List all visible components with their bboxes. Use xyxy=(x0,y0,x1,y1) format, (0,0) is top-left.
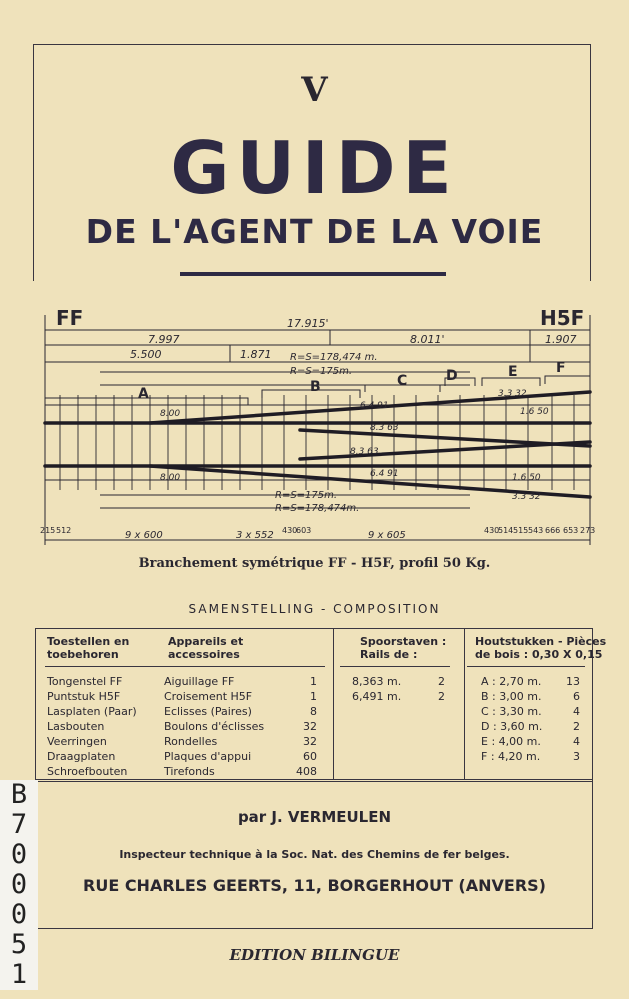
wood-qty-column xyxy=(555,674,580,764)
wood-label: A : 2,70 m. xyxy=(481,675,542,688)
rail-length: 8,363 m. xyxy=(352,675,402,688)
dim-bottom: 543 xyxy=(528,526,544,535)
dim-bottom: 9 x 605 xyxy=(368,530,406,541)
wood-label-column xyxy=(481,674,542,764)
radius-label: R=S=178,474 m. xyxy=(290,352,378,363)
dim-bottom: 273 xyxy=(580,526,596,535)
item-nl: Tongenstel FF xyxy=(47,675,123,688)
library-code-char: 0 xyxy=(10,839,28,870)
wood-label: E : 4,00 m. xyxy=(481,735,541,748)
item-nl: Schroefbouten xyxy=(47,765,128,778)
col-header-fr xyxy=(168,635,243,661)
library-code-char: 0 xyxy=(10,869,28,900)
item-qty: 1 xyxy=(310,690,317,703)
item-fr: Eclisses (Paires) xyxy=(164,705,252,718)
header-line: Spoorstaven : xyxy=(360,635,447,648)
header-line: Rails de : xyxy=(360,648,418,661)
dim-5500: 5.500 xyxy=(130,348,162,361)
author-role: Inspecteur technique à la Soc. Nat. des Chemins de fer belges. xyxy=(119,848,510,861)
wood-qty: 2 xyxy=(573,720,580,733)
zone-label: A xyxy=(138,386,149,402)
wood-qty: 6 xyxy=(573,690,580,703)
radius-label: R=S=178,474m. xyxy=(275,503,360,514)
item-qty: 1 xyxy=(310,675,317,688)
header-rule xyxy=(467,666,585,667)
radius-label: R=S=175m. xyxy=(290,366,353,377)
item-nl: Lasplaten (Paar) xyxy=(47,705,137,718)
col-header-rails xyxy=(360,635,446,661)
dim-total: 17.915' xyxy=(287,317,329,330)
zone-label: D xyxy=(446,368,458,384)
diagram-caption: Branchement symétrique FF - H5F, profil 50 Kg. xyxy=(138,556,491,571)
dim-left: 7.997 xyxy=(148,333,180,346)
header-line: Toestellen en xyxy=(47,635,130,648)
page-title: GUIDE xyxy=(170,126,459,210)
header-line: Appareils et xyxy=(168,635,244,648)
dim-bottom: 603 xyxy=(296,526,312,535)
item-fr: Boulons d'éclisses xyxy=(164,720,265,733)
header-rule xyxy=(45,666,325,667)
dim-bottom: 515 xyxy=(513,526,529,535)
rails-qty-column xyxy=(420,674,445,704)
composition-title: SAMENSTELLING - COMPOSITION xyxy=(188,602,441,616)
dim-bottom: 430 xyxy=(282,526,298,535)
rail-label: 8.00 xyxy=(160,473,181,483)
item-nl: Draagplaten xyxy=(47,750,116,763)
wood-qty: 3 xyxy=(573,750,580,763)
header-line: toebehoren xyxy=(47,648,119,661)
zone-label: F xyxy=(556,360,566,376)
rail-label: 8.3 63 xyxy=(370,423,399,433)
item-qty: 8 xyxy=(310,705,317,718)
item-nl: Veerringen xyxy=(47,735,107,748)
item-qty: 32 xyxy=(303,720,317,733)
rail-label: 6.4 91 xyxy=(360,401,389,411)
label-left: FF xyxy=(56,306,84,330)
header-line: de bois : 0,30 X 0,15 xyxy=(475,648,603,661)
column-divider xyxy=(464,628,465,780)
dim-1871: 1.871 xyxy=(240,348,272,361)
rail-label: 8.3 63 xyxy=(350,447,379,457)
zone-label: C xyxy=(397,373,408,389)
wood-label: B : 3,00 m. xyxy=(481,690,542,703)
zone-label: B xyxy=(310,379,321,395)
item-nl: Puntstuk H5F xyxy=(47,690,121,703)
dim-bottom: 666 xyxy=(545,526,561,535)
item-fr: Plaques d'appui xyxy=(164,750,252,763)
column-divider xyxy=(333,628,334,780)
wood-qty: 4 xyxy=(573,735,580,748)
rail-label: 8.00 xyxy=(160,409,181,419)
rails-length-column xyxy=(352,674,401,704)
item-fr: Tirefonds xyxy=(164,765,215,778)
author-name: par J. VERMEULEN xyxy=(237,808,392,826)
col-header-nl xyxy=(47,635,129,661)
library-code-char: 0 xyxy=(10,899,28,930)
dim-bottom: 512 xyxy=(56,526,72,535)
rail-label: 1.6 50 xyxy=(512,473,541,483)
library-code-char: 1 xyxy=(10,959,28,990)
item-fr: Croisement H5F xyxy=(164,690,253,703)
item-nl: Lasbouten xyxy=(47,720,105,733)
rail-label: 3.3 32 xyxy=(512,492,541,502)
radius-label: R=S=175m. xyxy=(275,490,338,501)
rail-label: 3.3 32 xyxy=(498,389,527,399)
header-line: Houtstukken - Pièces xyxy=(475,635,607,648)
header-rule xyxy=(340,666,450,667)
dim-mid: 8.011' xyxy=(410,333,445,346)
edition-label: EDITION BILINGUE xyxy=(229,946,400,964)
item-fr: Aiguillage FF xyxy=(164,675,235,688)
wood-label: D : 3,60 m. xyxy=(481,720,543,733)
dim-bottom: 3 x 552 xyxy=(236,530,274,541)
dim-bottom: 430 xyxy=(484,526,500,535)
wood-qty: 4 xyxy=(573,705,580,718)
wood-label: C : 3,30 m. xyxy=(481,705,542,718)
library-code-char: 7 xyxy=(10,809,28,840)
item-qty: 408 xyxy=(296,765,317,778)
library-code xyxy=(0,780,38,990)
page-subtitle: DE L'AGENT DE LA VOIE xyxy=(85,212,544,251)
items-nl-column xyxy=(47,674,137,779)
header-line: accessoires xyxy=(168,648,240,661)
dim-bottom: 215 xyxy=(40,526,56,535)
item-fr: Rondelles xyxy=(164,735,218,748)
rail-label: 1.6 50 xyxy=(520,407,549,417)
dim-bottom: 9 x 600 xyxy=(125,530,163,541)
item-qty: 32 xyxy=(303,735,317,748)
dim-1907: 1.907 xyxy=(545,333,577,346)
wood-label: F : 4,20 m. xyxy=(481,750,541,763)
author-address: RUE CHARLES GEERTS, 11, BORGERHOUT (ANVERS) xyxy=(83,876,546,895)
dim-bottom: 653 xyxy=(563,526,579,535)
rail-qty: 2 xyxy=(438,690,445,703)
col-header-wood xyxy=(475,635,606,661)
volume-number: V xyxy=(301,70,328,110)
rail-label: 6.4 91 xyxy=(370,469,399,479)
library-code-char: 5 xyxy=(10,929,28,960)
items-qty-column xyxy=(282,674,317,779)
wood-qty: 13 xyxy=(566,675,580,688)
zone-label: E xyxy=(508,364,518,380)
dim-bottom: 514 xyxy=(498,526,514,535)
library-code-char: B xyxy=(10,779,28,810)
label-right: H5F xyxy=(540,306,585,330)
rail-qty: 2 xyxy=(438,675,445,688)
item-qty: 60 xyxy=(303,750,317,763)
rail-length: 6,491 m. xyxy=(352,690,402,703)
items-fr-column xyxy=(164,674,264,779)
